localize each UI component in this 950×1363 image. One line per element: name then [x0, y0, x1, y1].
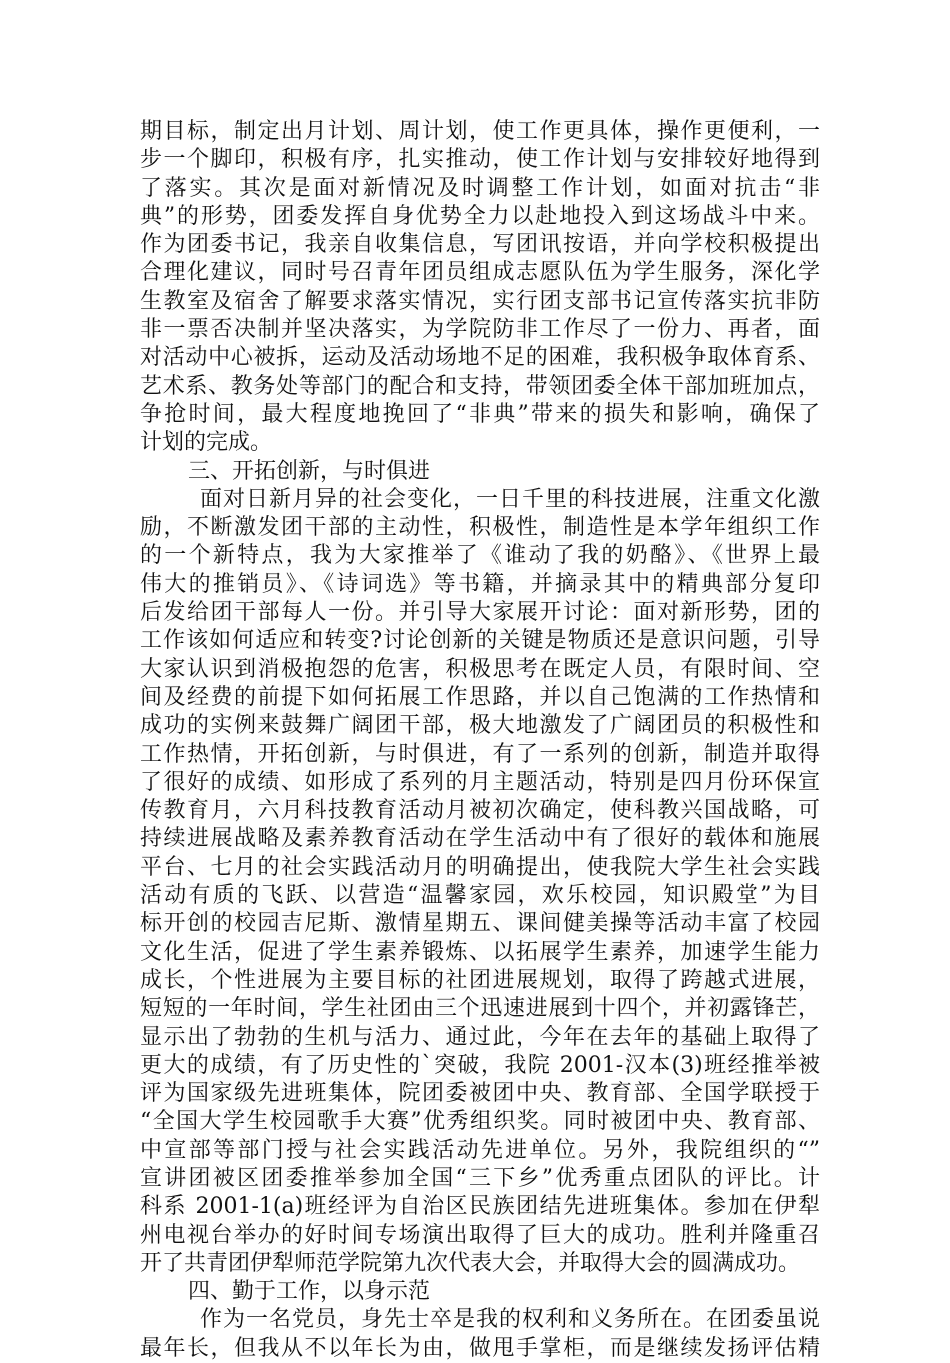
- text-line: 艺术系、教务处等部门的配合和支持，带领团委全体干部加班加点，: [140, 373, 820, 399]
- text-line: 了落实。其次是面对新情况及时调整工作计划，如面对抗击“非: [140, 175, 820, 201]
- text-line: 争抢时间，最大程度地挽回了“非典”带来的损失和影响，确保了: [140, 401, 820, 427]
- text-line: 典”的形势，团委发挥自身优势全力以赴地投入到这场战斗中来。: [140, 203, 820, 229]
- text-line: 活动有质的飞跃、以营造“温馨家园，欢乐校园，知识殿堂”为目: [140, 883, 820, 909]
- paragraph-plan-execution: [140, 118, 820, 458]
- text-line: 对活动中心被拆，运动及活动场地不足的困难，我积极争取体育系、: [140, 345, 820, 371]
- text-line: 大家认识到消极抱怨的危害，积极思考在既定人员，有限时间、空: [140, 656, 820, 682]
- text-line: 传教育月，六月科技教育活动月被初次确定，使科教兴国战略，可: [140, 798, 820, 824]
- text-line: 了很好的成绩、如形成了系列的月主题活动，特别是四月份环保宣: [140, 769, 820, 795]
- text-line: 成功的实例来鼓舞广阔团干部，极大地激发了广阔团员的积极性和: [140, 713, 820, 739]
- text-line: 显示出了勃勃的生机与活力、通过此，今年在去年的基础上取得了: [140, 1024, 820, 1050]
- text-line: 伟大的推销员》、《诗词选》等书籍，并摘录其中的精典部分复印: [140, 571, 820, 597]
- text-line: 更大的成绩，有了历史性的`突破，我院 2001-汉本(3)班经推举被: [140, 1052, 820, 1078]
- text-line: 工作该如何适应和转变?讨论创新的关键是物质还是意识问题，引导: [140, 628, 820, 654]
- text-line: 平台、七月的社会实践活动月的明确提出，使我院大学生社会实践: [140, 854, 820, 880]
- text-line: 作为一名党员，身先士卒是我的权利和义务所在。在团委虽说: [200, 1307, 820, 1333]
- text-line: 科系 2001-1(a)班经评为自治区民族团结先进班集体。参加在伊犁: [140, 1194, 820, 1220]
- text-line: 标开创的校园吉尼斯、激情星期五、课间健美操等活动丰富了校园: [140, 911, 820, 937]
- text-line: 宣讲团被区团委推举参加全国“三下乡”优秀重点团队的评比。计: [140, 1165, 820, 1191]
- text-line: 非一票否决制并坚决落实，为学院防非工作尽了一份力、再者，面: [140, 317, 820, 343]
- text-line: 步一个脚印，积极有序，扎实推动，使工作计划与安排较好地得到: [140, 147, 820, 173]
- text-line: “全国大学生校园歌手大赛”优秀组织奖。同时被团中央、教育部、: [140, 1109, 820, 1135]
- text-line: 工作热情，开拓创新，与时俱进，有了一系列的创新，制造并取得: [140, 741, 820, 767]
- text-line: 面对日新月异的社会变化，一日千里的科技进展，注重文化激: [200, 486, 820, 512]
- section-heading-diligence: 四、勤于工作，以身示范: [188, 1279, 431, 1305]
- section-heading-innovation: 三、开拓创新，与时俱进: [188, 458, 431, 484]
- text-line: 成长，个性进展为主要目标的社团进展规划，取得了跨越式进展，: [140, 967, 820, 993]
- text-line: 州电视台举办的好时间专场演出取得了巨大的成功。胜利并隆重召: [140, 1222, 820, 1248]
- text-line: 最年长，但我从不以年长为由，做甩手掌柜，而是继续发扬评估精: [140, 1335, 820, 1361]
- text-line: 计划的完成。: [140, 430, 273, 456]
- document-page: [140, 118, 820, 1363]
- text-line: 合理化建议，同时号召青年团员组成志愿队伍为学生服务，深化学: [140, 260, 820, 286]
- text-line: 期目标，制定出月计划、周计划，使工作更具体，操作更便利，一: [140, 119, 820, 144]
- text-line: 短短的一年时间，学生社团由三个迅速进展到十四个，并初露锋芒，: [140, 996, 820, 1022]
- text-line: 励，不断激发团干部的主动性，积极性，制造性是本学年组织工作: [140, 515, 820, 541]
- paragraph-innovation: [140, 486, 820, 1278]
- text-line: 作为团委书记，我亲自收集信息，写团讯按语，并向学校积极提出: [140, 232, 820, 258]
- text-line: 开了共青团伊犁师范学院第九次代表大会，并取得大会的圆满成功。: [140, 1250, 801, 1276]
- text-line: 持续进展战略及素养教育活动在学生活动中有了很好的载体和施展: [140, 826, 820, 852]
- text-line: 后发给团干部每人一份。并引导大家展开讨论：面对新形势，团的: [140, 600, 820, 626]
- text-line: 评为国家级先进班集体，院团委被团中央、教育部、全国学联授于: [140, 1081, 820, 1107]
- text-line: 的一个新特点，我为大家推举了《谁动了我的奶酪》、《世界上最: [140, 543, 820, 569]
- text-line: 中宣部等部门授与社会实践活动先进单位。另外，我院组织的“”: [140, 1137, 820, 1163]
- paragraph-diligence: [140, 1306, 820, 1363]
- text-line: 生教室及宿舍了解要求落实情况，实行团支部书记宣传落实抗非防: [140, 288, 820, 314]
- text-line: 间及经费的前提下如何拓展工作思路，并以自己饱满的工作热情和: [140, 684, 820, 710]
- text-line: 文化生活，促进了学生素养锻炼、以拓展学生素养，加速学生能力: [140, 939, 820, 965]
